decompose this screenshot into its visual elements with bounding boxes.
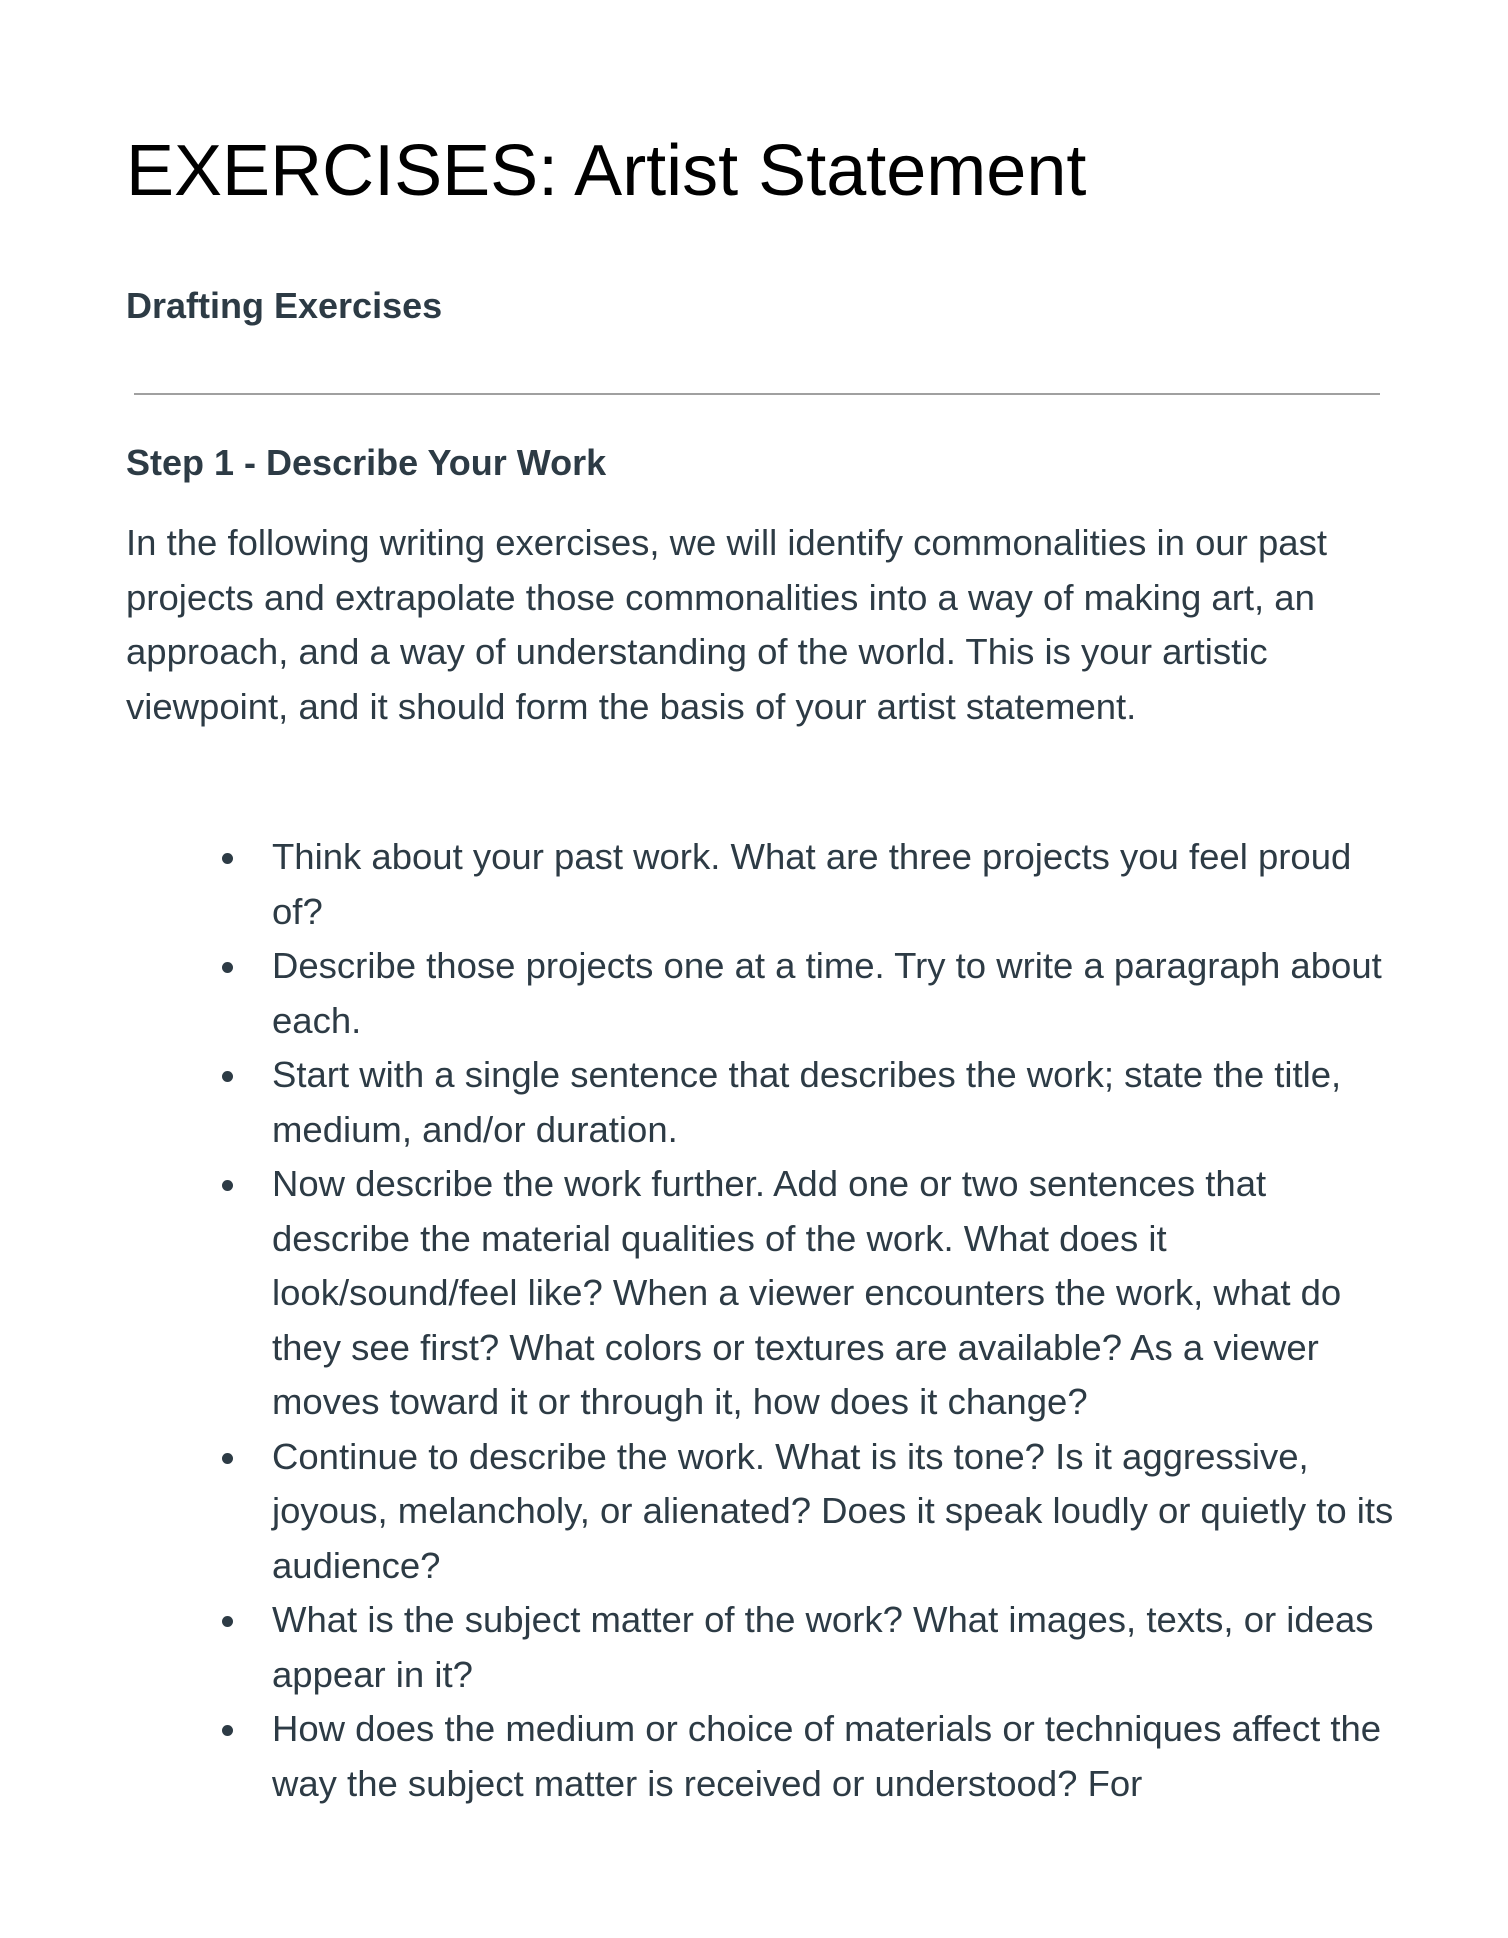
page-title: EXERCISES: Artist Statement bbox=[126, 131, 1087, 211]
step-heading: Step 1 - Describe Your Work bbox=[126, 442, 607, 483]
bullet-icon bbox=[222, 1616, 233, 1627]
section-heading: Drafting Exercises bbox=[126, 285, 443, 326]
list-item-text: Start with a single sentence that describes the work; state the title, medium, and/or duration. bbox=[272, 1054, 1342, 1150]
bullet-icon bbox=[222, 1071, 233, 1082]
bullet-icon bbox=[222, 1453, 233, 1464]
bullet-icon bbox=[222, 962, 233, 973]
list-item bbox=[272, 939, 1402, 1048]
bullet-icon bbox=[222, 1180, 233, 1191]
intro-paragraph: In the following writing exercises, we will identify commonalities in our past projects and extrapolate those commonalities into a way of making art, an approach, and a way of understanding of the world. This is your artistic viewpoint, and it should form the basis of your artist statement. bbox=[126, 522, 1327, 727]
list-item-text: Now describe the work further. Add one or two sentences that describe the material qualities of the work. What does it look/sound/feel like? When a viewer encounters the work, what do they see first? What colors or textures are available? As a viewer moves toward it or through it, how does it change? bbox=[272, 1163, 1342, 1422]
list-item-text: What is the subject matter of the work? What images, texts, or ideas appear in it? bbox=[272, 1599, 1374, 1695]
list-item bbox=[272, 1048, 1402, 1157]
list-item bbox=[272, 1157, 1402, 1430]
list-item-text: How does the medium or choice of materials or techniques affect the way the subject matter is received or understood? For bbox=[272, 1708, 1382, 1804]
bullet-icon bbox=[222, 853, 233, 864]
horizontal-divider bbox=[134, 393, 1380, 395]
list-item-text: Think about your past work. What are three projects you feel proud of? bbox=[272, 836, 1352, 932]
bullet-icon bbox=[222, 1725, 233, 1736]
list-item-text: Describe those projects one at a time. Try to write a paragraph about each. bbox=[272, 945, 1382, 1041]
list-item bbox=[272, 830, 1402, 939]
list-item bbox=[272, 1430, 1402, 1594]
list-item bbox=[272, 1702, 1402, 1811]
exercise-list bbox=[272, 830, 1402, 1811]
list-item bbox=[272, 1593, 1402, 1702]
list-item-text: Continue to describe the work. What is its tone? Is it aggressive, joyous, melancholy, or alienated? Does it speak loudly or quietly to its audience? bbox=[272, 1435, 1394, 1586]
